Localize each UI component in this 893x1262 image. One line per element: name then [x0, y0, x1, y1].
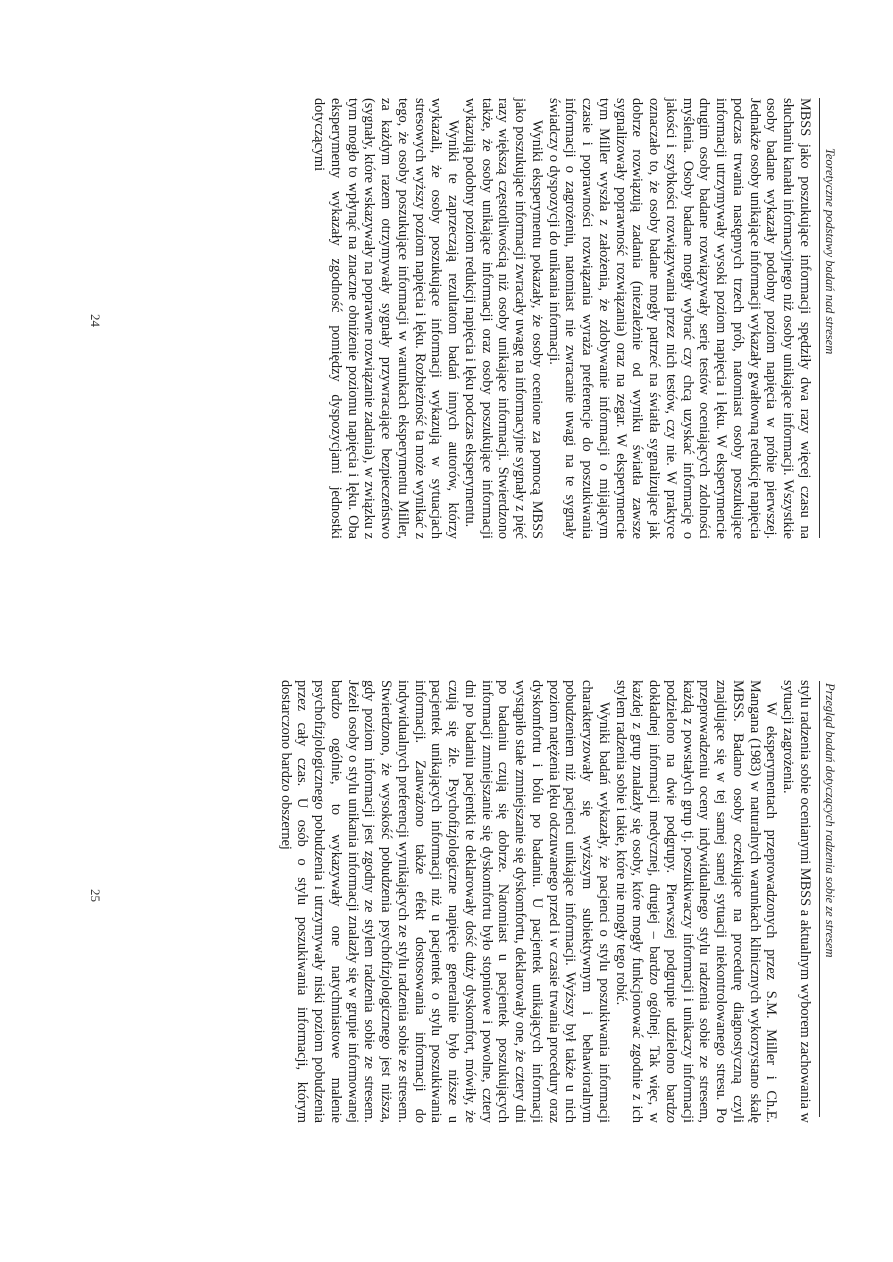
- paragraph: Wyniki badań wykazały, że pacjenci o stylu poszukiwania informacji charakteryzowały się wyższym subiektywnym i behawioralnym pobudzeniem niż pacjenci unikające informacji. Wyższy był także u nich poziom natężenia lęku odczuwanego przed i w czasie trwania procedury oraz dyskomfortu i bólu po badaniu. U pacjentek unikających informacji wystąpiło stałe zmniejszanie się dyskomfortu, deklarowały one, że cztery dni po badaniu czują się dobrze. Natomiast u pacjentek poszukujących informacji zmniejszanie się dyskomfortu było stopniowe i powolne, cztery dni po badaniu pacjentki te deklarowały dość duży dyskomfort, mówiły, że czują się źle. Psychofizjologiczne napięcie generalnie było niższe u pacjentek unikających informacji niż u pacjentek o stylu poszukiwania informacji. Zauważono także efekt dostosowania informacji do indywidualnych preferencji wynikających ze stylu radzenia sobie ze stresem. Stwierdzono, że wysokość pobudzenia psychofizjologicznego jest niższa, gdy poziom informacji jest zgodny ze stylem radzenia sobie ze stresem. Jeżeli osoby o stylu unikania informacji znalazły się w grupie informowanej bardzo ogólnie, to wykazywały one natychmiastowe malenie psychofizjologicznego pobudzenia i utrzymywały niski poziom pobudzenia przez cały czas. U osób o stylu poszukiwania informacji, którym dostarczono bardzo obszernej: [277, 680, 612, 1123]
- body-text-left: [311, 98, 814, 539]
- paragraph: MBSS jako poszukujące informacji spędziły dwa razy więcej czasu na słuchaniu kanału informacyjnego niż osoby unikające informacji. Wszystkie osoby badane wykazały podobny poziom napięcia w próbie pierwszej. Jednakże osoby unikające informacji wykazały gwałtowną redukcję napięcia podczas trwania następnych trzech prób, natomiast osoby poszukujące informacji utrzymywały wysoki poziom napięcia i lęku. W eksperymencie drugim osoby badane rozwiązywały serię testów oceniających zdolności myślenia. Osoby badane mogły wybrać czy chcą uzyskać informację o jakości i szybkości rozwiązywania przez nich testów, czy nie. W praktyce oznaczało to, że osoby badane mogły patrzeć na światła sygnalizujące jak dobrze rozwiązują zadania (niezależnie od wyniku światła zawsze sygnalizowały poprawność rozwiązania) oraz na zegar. W eksperymencie tym Miller wyszła z założenia, że zdobywanie informacji o mijającym czasie i poprawności rozwiązania wyraża preferencje do poszukiwania informacji o zagrożeniu, natomiast nie zwracanie uwagi na te sygnały świadczy o dyspozycji do unikania informacji.: [545, 98, 813, 539]
- paragraph: stylu radzenia sobie ocenianymi MBSS a aktualnym wyborem zachowania w sytuacji zagrożenia.: [780, 680, 813, 1123]
- page-number-right: 25: [88, 889, 103, 902]
- header-rule-right: [819, 681, 820, 1117]
- paragraph: Wyniki eksperymentu pokazały, że osoby ocenione za pomocą MBSS jako poszukujące informacji zwracały uwagę na informacyjne sygnały z pięć razy większą częstotliwością niż osoby unikające informacji. Stwierdzono także, że osoby unikające informacji oraz osoby poszukujące informacji wykazują podobny poziom redukcji napięcia i lęku podczas eksperymentu.: [462, 98, 545, 539]
- paragraph: Wyniki te zaprzeczają rezultatom badań innych autorów, którzy wykazali, że osoby poszukujące informacji wykazują w sytuacjach stresowych wyższy poziom napięcia i lęku. Rozbieżność ta może wynikać z tego, że osoby poszukujące informacji w warunkach eksperymentu Miller, za każdym razem otrzymywały sygnały przywracające bezpieczeństwo (sygnały, które wskazywały na poprawne rozwiązanie zadania), w związku z tym mogło to wpłynąć na znaczne obniżenie poziomu napięcia i lęku. Oba eksperymenty wykazały zgodność pomiędzy dyspozycjami jednostki dotyczącymi: [311, 98, 462, 539]
- right-page: [0, 631, 893, 1262]
- header-rule-left: [819, 98, 820, 538]
- running-head-right: Przegląd badań dotyczących radzenia sobie ze stresem: [823, 683, 837, 958]
- body-text-right: [277, 680, 813, 1123]
- page-number-left: 24: [88, 314, 103, 327]
- paragraph: W eksperymentach przeprowadzonych przez S.M. Miller i Ch.E. Mangana (1983) w naturalnych warunkach klinicznych wykorzystano skalę MBSS. Badano osoby oczekujące na procedurę diagnostyczną czyli znajdujące się w tej samej samej sytuacji niekontrolowanego stresu. Po przeprowadzeniu oceny indywidualnego stylu radzenia sobie ze stresem, każdą z powstałych grup tj. poszukiwaczy informacji i unikaczy informacji podzielono na dwie podgrupy. Pierwszej podgrupie udzielono bardzo dokładnej informacji medycznej, drugiej – bardzo ogólnej. Tak więc, w każdej z grup znalazły się osoby, które mogły funkcjonować zgodnie z ich stylem radzenia sobie i takie, które nie mogły tego robić.: [612, 680, 780, 1123]
- running-head-left: Teoretyczne podstawy badań nad stresem: [823, 148, 837, 355]
